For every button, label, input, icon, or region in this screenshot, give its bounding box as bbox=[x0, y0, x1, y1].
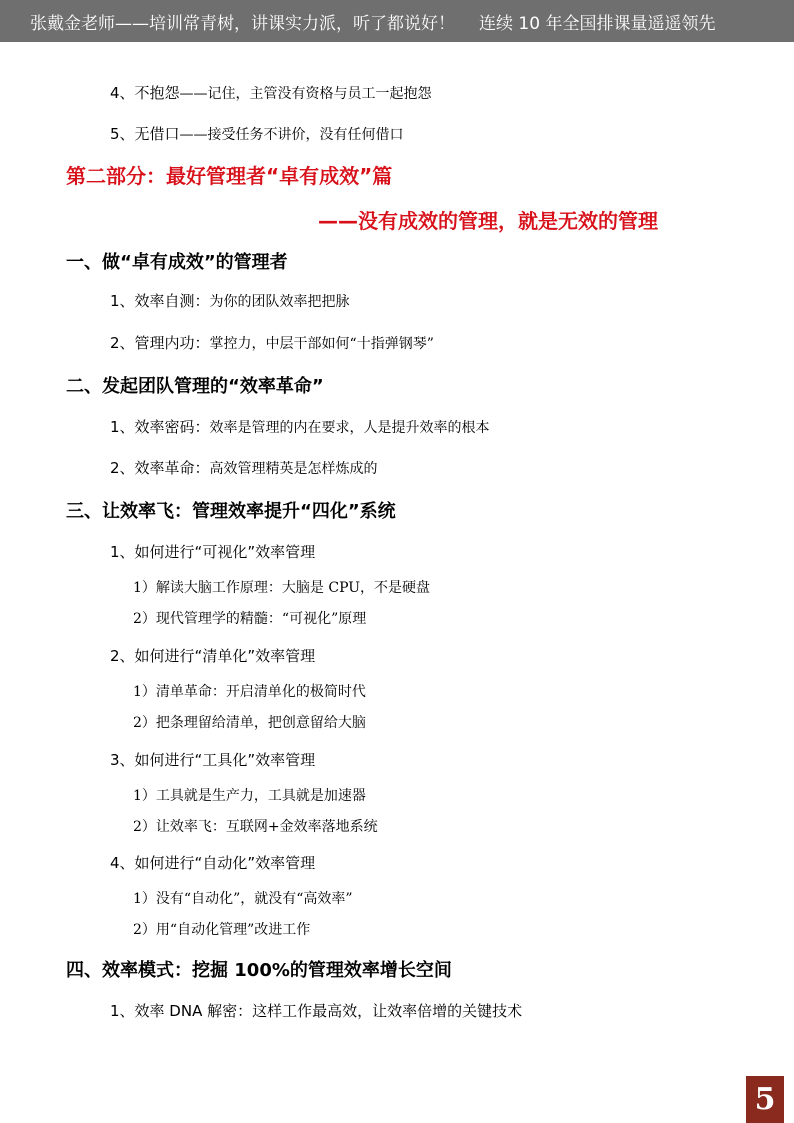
section-item-desc: 掌控力，中层干部如何“十指弹钢琴” bbox=[209, 336, 434, 352]
header-slogan: 张戴金老师——培训常青树，讲课实力派，听了都说好！ bbox=[30, 13, 455, 34]
subsection-item: 1）清单革命：开启清单化的极简时代 bbox=[133, 684, 366, 700]
section-title: 二、发起团队管理的“效率革命” bbox=[66, 376, 324, 397]
section-item-head: 2、效率革命： bbox=[110, 459, 210, 477]
section-item: 2、如何进行“清单化”效率管理 bbox=[110, 647, 316, 665]
intro-item bbox=[110, 82, 432, 103]
subsection-item: 1）解读大脑工作原理：大脑是 CPU，不是硬盘 bbox=[133, 580, 431, 596]
section-item-desc: 为你的团队效率把把脉 bbox=[209, 294, 350, 310]
subsection-item: 2）把条理留给清单，把创意留给大脑 bbox=[133, 715, 366, 731]
section-item: 3、如何进行“工具化”效率管理 bbox=[110, 751, 316, 769]
part-subtitle: ——没有成效的管理，就是无效的管理 bbox=[318, 209, 658, 233]
intro-item-head: 4、不抱怨 bbox=[110, 84, 180, 102]
section-item bbox=[110, 332, 434, 353]
section-item: 1、如何进行“可视化”效率管理 bbox=[110, 543, 316, 561]
section-item-desc: 效率是管理的内在要求，人是提升效率的根本 bbox=[209, 420, 490, 436]
section-item: 4、如何进行“自动化”效率管理 bbox=[110, 854, 316, 872]
section-item bbox=[110, 416, 490, 437]
intro-item-head: 5、无借口 bbox=[110, 125, 180, 143]
section-item-head: 2、管理内功： bbox=[110, 334, 210, 352]
header-banner bbox=[0, 0, 794, 42]
intro-item-desc: ——记住，主管没有资格与员工一起抱怨 bbox=[179, 86, 432, 102]
section-item: 1、效率 DNA 解密：这样工作最高效，让效率倍增的关键技术 bbox=[110, 1002, 523, 1020]
section-title: 一、做“卓有成效”的管理者 bbox=[66, 252, 288, 273]
subsection-item: 1）没有“自动化”，就没有“高效率” bbox=[133, 891, 353, 907]
part-title: 第二部分：最好管理者“卓有成效”篇 bbox=[66, 164, 393, 188]
section-item-head: 1、效率密码： bbox=[110, 418, 210, 436]
section-item bbox=[110, 457, 378, 478]
page-number-badge: 5 bbox=[746, 1076, 784, 1123]
header-tagline: 连续 10 年全国排课量遥遥领先 bbox=[479, 13, 716, 34]
intro-item-desc: ——接受任务不讲价，没有任何借口 bbox=[179, 127, 404, 143]
subsection-item: 2）现代管理学的精髓：“可视化”原理 bbox=[133, 611, 367, 627]
subsection-item: 1）工具就是生产力，工具就是加速器 bbox=[133, 788, 366, 804]
subsection-item: 2）让效率飞：互联网+金效率落地系统 bbox=[133, 819, 378, 835]
intro-item bbox=[110, 123, 404, 144]
section-item bbox=[110, 290, 350, 311]
section-title: 四、效率模式：挖掘 100%的管理效率增长空间 bbox=[66, 960, 452, 981]
section-item-desc: 高效管理精英是怎样炼成的 bbox=[209, 461, 378, 477]
section-title: 三、让效率飞：管理效率提升“四化”系统 bbox=[66, 501, 396, 522]
section-item-head: 1、效率自测： bbox=[110, 292, 210, 310]
subsection-item: 2）用“自动化管理”改进工作 bbox=[133, 922, 311, 938]
